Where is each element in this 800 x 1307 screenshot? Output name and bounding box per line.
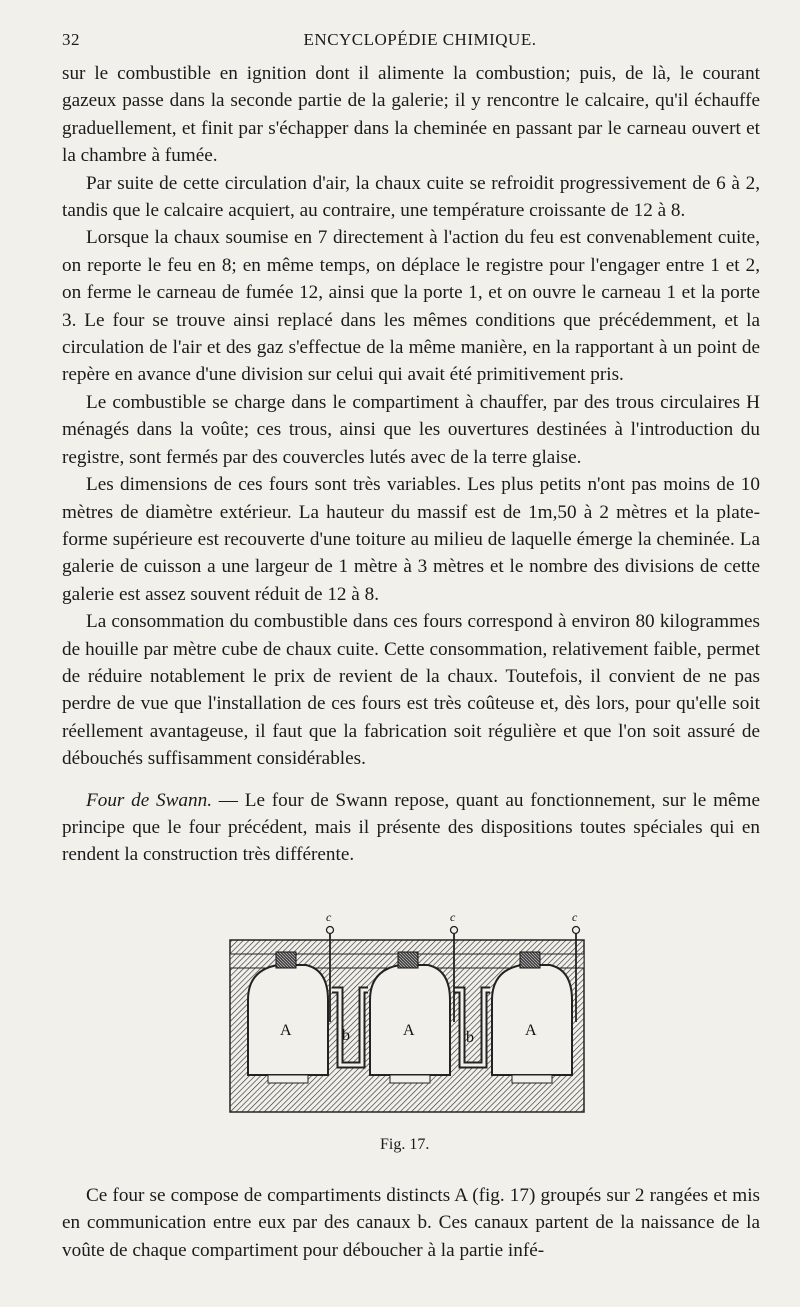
section-title: Four de Swann. xyxy=(86,789,212,811)
paragraph: La consommation du combustible dans ces fours correspond à environ 80 kilogrammes de houille par mètre cube de chaux cuite. Cette consommation, relativement faible, permet de réduire notablement le prix de revient de la chaux. Toutefois, il convient de ne pas perdre de vue que l'installation de ces fours est très coûteuse et, dès lors, pour qu'elle soit réellement avantageuse, il faut que la fabrication soit régulière et que l'on soit assuré de débouchés suffisamment considérables. xyxy=(62,611,760,770)
main-text xyxy=(62,60,760,869)
label-c: c xyxy=(326,910,332,924)
closing-text xyxy=(62,1182,760,1264)
running-title: ENCYCLOPÉDIE CHIMIQUE. xyxy=(303,30,537,49)
page-number: 32 xyxy=(62,30,80,49)
chamber-opening xyxy=(398,952,418,968)
label-A: A xyxy=(403,1022,415,1039)
base-block xyxy=(512,1075,552,1083)
base-block xyxy=(390,1075,430,1083)
section-paragraph xyxy=(62,787,760,869)
label-b: b xyxy=(466,1029,474,1046)
chamber-left xyxy=(248,965,328,1075)
figure-caption: Fig. 17. xyxy=(380,1136,430,1153)
paragraph: Lorsque la chaux soumise en 7 directement à l'action du feu est convenablement cuite, on reporte le feu en 8; en même temps, on déplace le registre pour l'engager entre 1 et 2, on ferme le carneau de fumée 12, ainsi que la porte 1, et on ouvre le carneau 1 et la porte 3. Le four se trouve ainsi replacé dans les mêmes conditions que précédemment, et la circulation de l'air et des gaz s'effectue de la même manière, en la rapportant à un point de repère en avance d'une division sur celui qui avait été primitivement pris. xyxy=(62,227,760,386)
paragraph: Ce four se compose de compartiments distincts A (fig. 17) groupés sur 2 rangées et mis en communication entre eux par des canaux b. Ces canaux partent de la naissance de la voûte de chaque compartiment pour déboucher à la partie infé- xyxy=(62,1185,760,1261)
kiln-diagram xyxy=(228,910,588,1120)
chamber-opening xyxy=(520,952,540,968)
paragraph: Le combustible se charge dans le compartiment à chauffer, par des trous circulaires H ménagés dans la voûte; ces trous, ainsi que les ouvertures destinées à l'introduction du registre, sont fermés par des couvercles lutés avec de la terre glaise. xyxy=(62,391,760,468)
rod-c-middle-top xyxy=(451,927,458,934)
page-header xyxy=(62,30,778,54)
label-c: c xyxy=(450,910,456,924)
paragraph: Les dimensions de ces fours sont très variables. Les plus petits n'ont pas moins de 10 mètres de diamètre extérieur. La hauteur du massif est de 1m,50 à 2 mètres et la plate-forme supérieure est recouverte d'une toiture au milieu de laquelle émerge la cheminée. La galerie de cuisson a une largeur de 1 mètre à 3 mètres et le nombre des divisions de cette galerie est assez souvent réduit de 12 à 8. xyxy=(62,474,760,605)
section-text: — Le four de Swann repose, quant au fonctionnement, sur le même principe que le four précédent, mais il présente des dispositions toutes spéciales qui en rendent la construction très différente. xyxy=(62,789,760,866)
chamber-opening xyxy=(276,952,296,968)
paragraph: Par suite de cette circulation d'air, la chaux cuite se refroidit progressivement de 6 à 2, tandis que le calcaire acquiert, au contraire, une température croissante de 12 à 8. xyxy=(62,172,760,222)
chamber-middle xyxy=(370,965,450,1075)
rod-c-right-top xyxy=(573,927,580,934)
paragraph: sur le combustible en ignition dont il alimente la combustion; puis, de là, le courant gazeux passe dans la seconde partie de la galerie; il y rencontre le calcaire, qu'il échauffe graduellement, et finit par s'échapper dans la cheminée en passant par le carneau ouvert et la chambre à fumée. xyxy=(62,63,760,167)
rod-c-left-top xyxy=(327,927,334,934)
label-c: c xyxy=(572,910,578,924)
label-b: b xyxy=(342,1027,350,1044)
base-block xyxy=(268,1075,308,1083)
label-A: A xyxy=(525,1022,537,1039)
chamber-right xyxy=(492,965,572,1075)
label-A: A xyxy=(280,1022,292,1039)
